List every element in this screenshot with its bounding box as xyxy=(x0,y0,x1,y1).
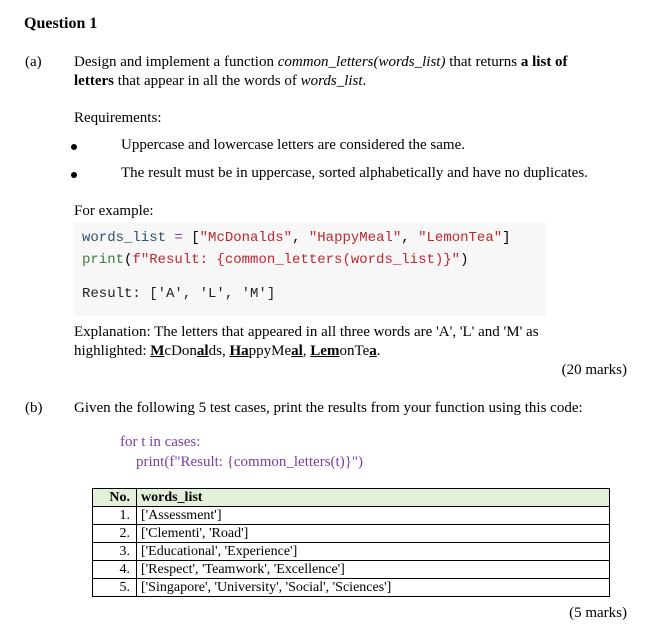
example-heading: For example: xyxy=(74,203,154,219)
row-words-list: ['Clementi', 'Road'] xyxy=(137,525,610,543)
bullet-icon xyxy=(71,172,77,178)
table-row xyxy=(93,561,610,579)
part-b-code-line-1: for t in cases: xyxy=(120,434,201,450)
part-b-label: (b) xyxy=(25,400,43,416)
intro-text: Design and implement a function xyxy=(74,54,278,70)
explanation-text: highlighted: xyxy=(74,343,151,359)
row-words-list: ['Assessment'] xyxy=(137,507,610,525)
requirements-heading: Requirements: xyxy=(74,110,162,126)
row-number: 3. xyxy=(93,543,137,561)
code-line-1: words_list = ["McDonalds", "HappyMeal", "LemonTea"] xyxy=(82,230,511,246)
table-row xyxy=(93,507,610,525)
code-line-2: print(f"Result: {common_letters(words_list)}") xyxy=(82,252,469,268)
part-b-intro: Given the following 5 test cases, print the results from your function using this code: xyxy=(74,400,583,416)
table-row xyxy=(93,579,610,597)
intro-text: . xyxy=(362,73,367,89)
function-name: common_letters(words_list) xyxy=(277,54,446,70)
row-words-list: ['Educational', 'Experience'] xyxy=(137,543,610,561)
intro-bold: letters xyxy=(74,73,114,89)
row-words-list: ['Singapore', 'University', 'Social', 'Sciences'] xyxy=(137,579,610,597)
code-output: Result: ['A', 'L', 'M'] xyxy=(82,286,276,302)
table-header-row xyxy=(93,489,610,507)
row-words-list: ['Respect', 'Teamwork', 'Excellence'] xyxy=(137,561,610,579)
part-b-marks: (5 marks) xyxy=(569,605,627,621)
requirement-item: Uppercase and lowercase letters are considered the same. xyxy=(121,137,465,153)
intro-text: that appear in all the words of xyxy=(113,73,301,89)
intro-text: that returns xyxy=(445,54,521,70)
part-b-code-line-2: print(f"Result: {common_letters(t)}") xyxy=(136,454,364,470)
column-header: words_list xyxy=(137,489,610,507)
variable-name: words_list xyxy=(300,73,363,89)
part-a-marks: (20 marks) xyxy=(561,362,627,378)
intro-bold: a list of xyxy=(520,54,568,70)
part-a-label: (a) xyxy=(25,54,42,70)
table-row xyxy=(93,543,610,561)
row-number: 2. xyxy=(93,525,137,543)
row-number: 1. xyxy=(93,507,137,525)
column-header: No. xyxy=(93,489,137,507)
part-a-intro xyxy=(74,53,634,91)
test-cases-table xyxy=(92,488,610,597)
bullet-icon xyxy=(71,144,77,150)
explanation-text: Explanation: The letters that appeared in all three words are 'A', 'L' and 'M' as xyxy=(74,324,539,340)
table-row xyxy=(93,525,610,543)
row-number: 4. xyxy=(93,561,137,579)
row-number: 5. xyxy=(93,579,137,597)
question-title: Question 1 xyxy=(24,15,98,32)
explanation: Explanation: The letters that appeared in all three words are 'A', 'L' and 'M' as highlighted: McDonalds, HappyMeal, LemonTea. xyxy=(74,324,539,359)
requirement-item: The result must be in uppercase, sorted alphabetically and have no duplicates. xyxy=(121,165,588,181)
